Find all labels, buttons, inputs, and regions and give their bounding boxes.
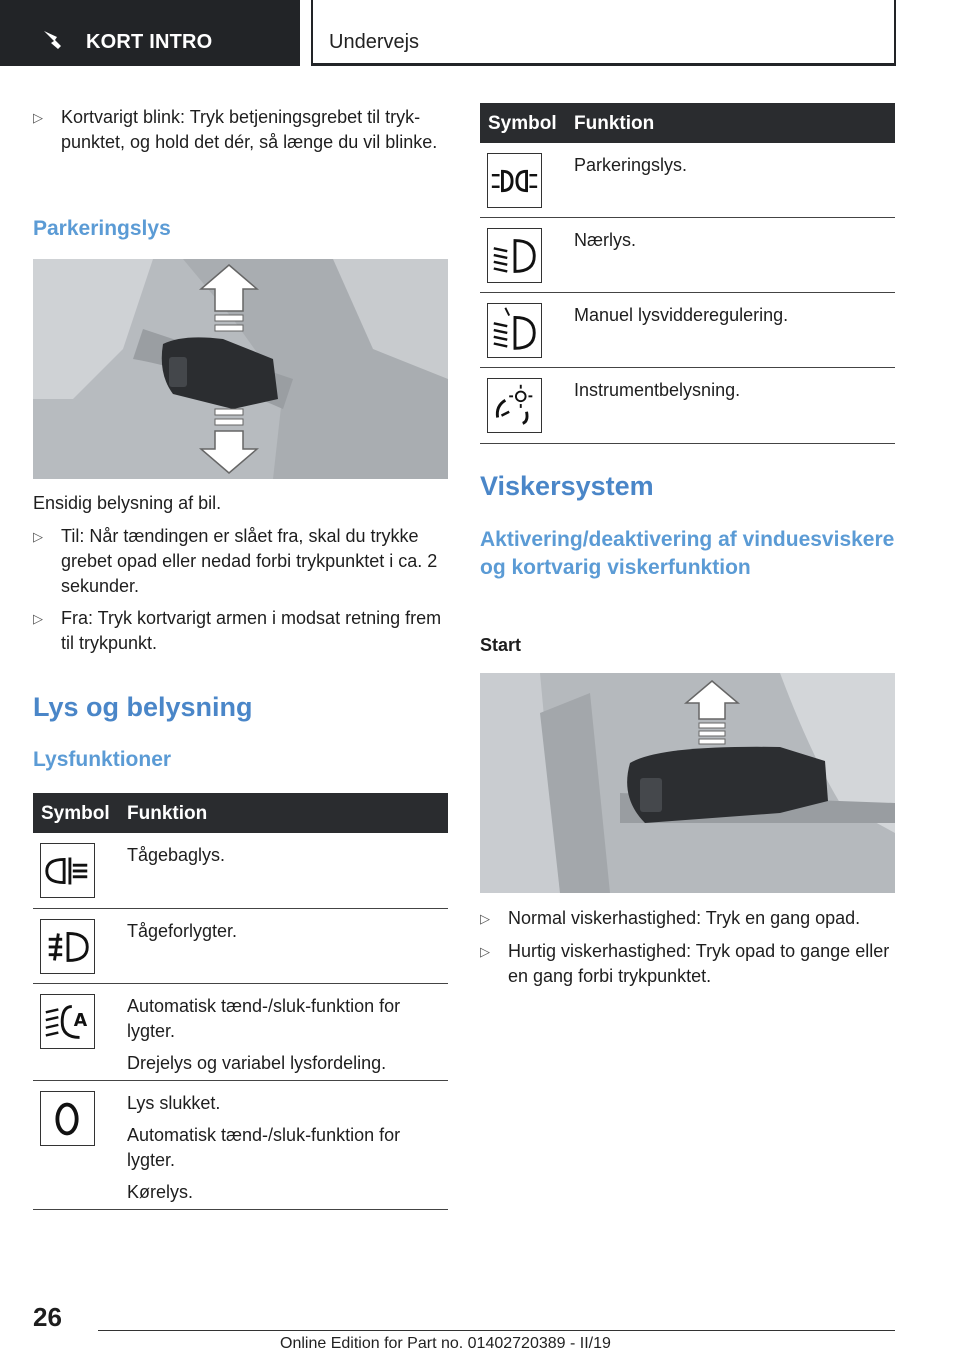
table-row: Manuel lysvidderegulering. bbox=[480, 293, 895, 368]
footer-divider bbox=[98, 1330, 895, 1331]
table-row: Tågeforlygter. bbox=[33, 909, 448, 984]
table-header: Symbol Funktion bbox=[33, 793, 448, 833]
table-row: Parkeringslys. bbox=[480, 143, 895, 218]
bullet-triangle-icon: ▷ bbox=[33, 611, 43, 626]
bullet-triangle-icon: ▷ bbox=[33, 110, 43, 125]
table-header: Symbol Funktion bbox=[480, 103, 895, 143]
front-fog-light-icon bbox=[40, 919, 95, 974]
table-row: A Automatisk tænd-/sluk-funktion for lygter. Drejelys og variabel lysfordeling. bbox=[33, 984, 448, 1081]
heading-viskersystem: Viskersystem bbox=[480, 471, 654, 501]
page-number: 26 bbox=[33, 1302, 62, 1332]
stalk-illustration bbox=[33, 259, 448, 479]
svg-text:A: A bbox=[73, 1010, 88, 1031]
heading-lys-og-belysning: Lys og belysning bbox=[33, 692, 253, 722]
wiper-stalk-photo bbox=[480, 673, 895, 893]
instrument-lighting-icon bbox=[487, 378, 542, 433]
table-row: Instrumentbelysning. bbox=[480, 368, 895, 444]
table-row: Nærlys. bbox=[480, 218, 895, 293]
chapter-tab bbox=[311, 0, 896, 66]
section-tab[interactable] bbox=[0, 0, 300, 66]
parking-light-photo bbox=[33, 259, 448, 479]
edition-info: Online Edition for Part no. 01402720389 - II/19 bbox=[280, 1335, 611, 1352]
heading-activation: Aktivering/deaktivering af vinduesviskere og kortvarig viskerfunktion bbox=[480, 528, 895, 579]
parking-description: Ensidig belysning af bil. bbox=[33, 493, 222, 513]
wiper-stalk-illustration bbox=[480, 673, 895, 893]
low-beam-icon bbox=[487, 228, 542, 283]
bullet-triangle-icon: ▷ bbox=[480, 911, 490, 926]
table-row: Tågebaglys. bbox=[33, 833, 448, 909]
pointer-hand-icon bbox=[42, 29, 64, 51]
heading-parkeringslys: Parkeringslys bbox=[33, 217, 171, 240]
rear-fog-light-icon bbox=[40, 843, 95, 898]
lights-off-icon bbox=[40, 1091, 95, 1146]
auto-headlight-icon bbox=[40, 994, 95, 1049]
bullet-triangle-icon: ▷ bbox=[480, 944, 490, 959]
bullet-triangle-icon: ▷ bbox=[33, 529, 43, 544]
section-tab-label: KORT INTRO bbox=[86, 31, 213, 53]
parking-light-icon bbox=[487, 153, 542, 208]
label-start: Start bbox=[480, 635, 522, 655]
headlight-range-icon bbox=[487, 303, 542, 358]
page-header bbox=[0, 0, 960, 66]
chapter-title: Undervejs bbox=[329, 31, 420, 53]
heading-lysfunktioner: Lysfunktioner bbox=[33, 748, 172, 771]
table-row: Lys slukket. Automatisk tænd-/sluk-funktion for lygter. Kørelys. bbox=[33, 1081, 448, 1210]
